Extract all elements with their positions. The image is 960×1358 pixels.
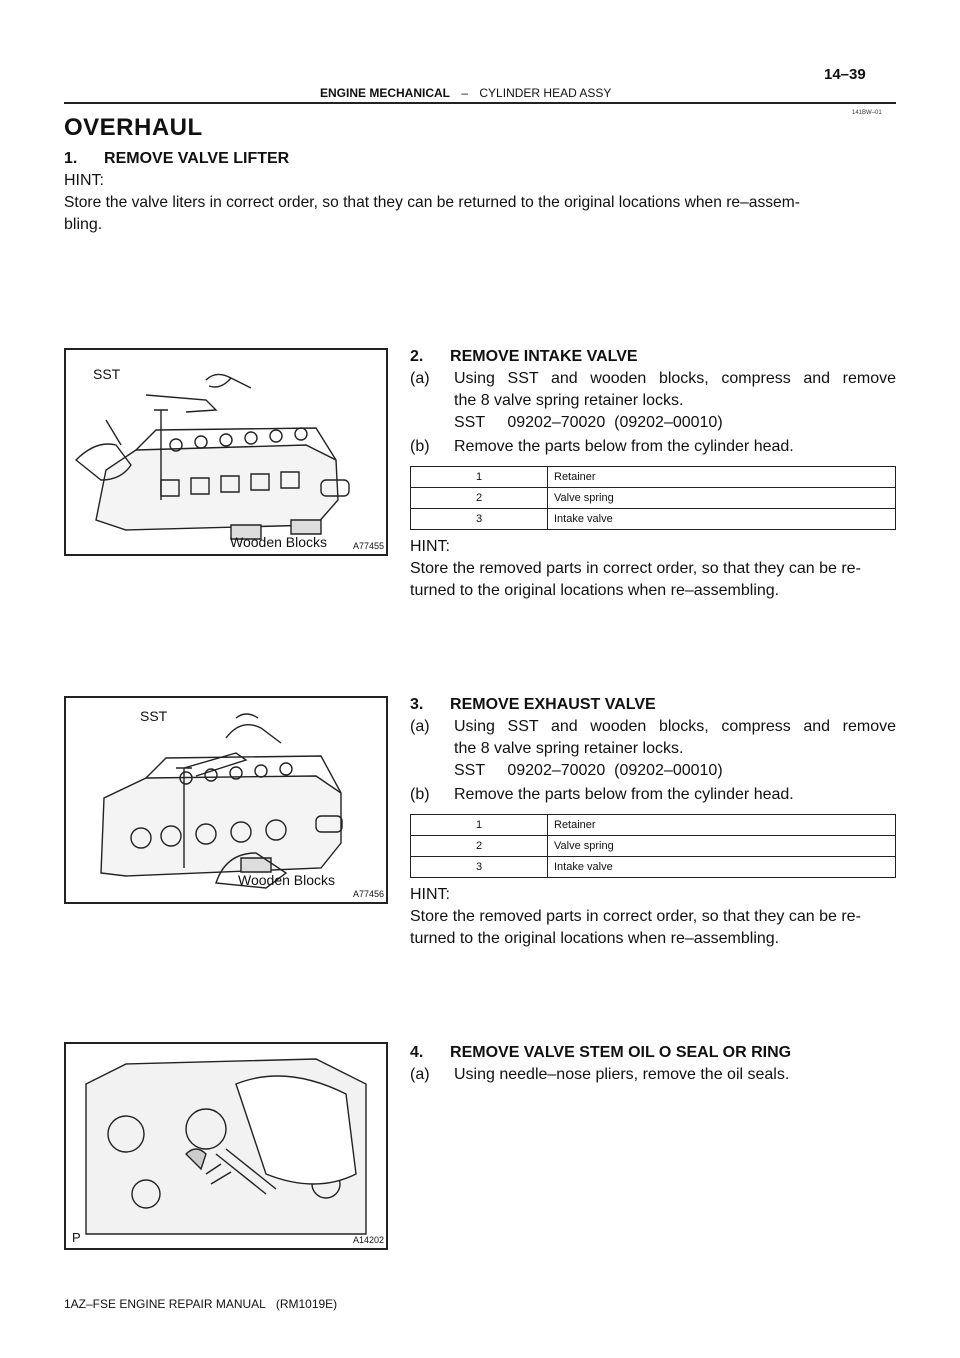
figure-intake-valve xyxy=(64,348,388,556)
table-row xyxy=(411,836,896,857)
table-row xyxy=(411,857,896,878)
part-number: 2 xyxy=(411,836,548,857)
step1-hint-label: HINT: xyxy=(64,172,104,189)
document-id: 141BW–01 xyxy=(852,110,882,116)
parts-table-intake xyxy=(410,466,896,530)
step1-heading: 1. REMOVE VALVE LIFTER xyxy=(64,150,290,167)
step3-hint-line2: turned to the original locations when re–assembling. xyxy=(410,930,780,947)
header-rule xyxy=(64,102,896,104)
part-number: 3 xyxy=(411,857,548,878)
part-name: Retainer xyxy=(548,467,896,488)
step2-sst: SST 09202–70020 (09202–00010) xyxy=(454,414,723,431)
step2-a-line2: the 8 valve spring retainer locks. xyxy=(454,392,684,409)
parts-table-exhaust xyxy=(410,814,896,878)
part-name: Intake valve xyxy=(548,509,896,530)
step3-a-marker: (a) xyxy=(410,718,430,735)
part-name: Valve spring xyxy=(548,488,896,509)
step3-a-line2: the 8 valve spring retainer locks. xyxy=(454,740,684,757)
figure-code: A77455 xyxy=(353,541,385,551)
step3-b-marker: (b) xyxy=(410,786,430,803)
label-wooden-blocks: Wooden Blocks xyxy=(230,534,328,550)
table-row xyxy=(411,488,896,509)
step4-a-marker: (a) xyxy=(410,1066,430,1083)
table-row xyxy=(411,509,896,530)
section-separator: – xyxy=(461,86,469,100)
step4-a-text: Using needle–nose pliers, remove the oil seals. xyxy=(454,1066,790,1083)
label-sst: SST xyxy=(93,366,121,382)
part-number: 3 xyxy=(411,509,548,530)
part-name: Valve spring xyxy=(548,836,896,857)
part-name: Retainer xyxy=(548,815,896,836)
step2-b-marker: (b) xyxy=(410,438,430,455)
step2-a-line1: Using SST and wooden blocks, compress and remove xyxy=(454,370,896,387)
step2-a-marker: (a) xyxy=(410,370,430,387)
label-p: P xyxy=(72,1230,81,1245)
step2-b-text: Remove the parts below from the cylinder head. xyxy=(454,438,794,455)
step2-heading: 2. REMOVE INTAKE VALVE xyxy=(410,348,638,365)
section-title: ENGINE MECHANICAL xyxy=(320,86,451,100)
step3-a-line1: Using SST and wooden blocks, compress and remove xyxy=(454,718,896,735)
part-number: 2 xyxy=(411,488,548,509)
step2-hint-line2: turned to the original locations when re–assembling. xyxy=(410,582,780,599)
table-row xyxy=(411,815,896,836)
step3-sst: SST 09202–70020 (09202–00010) xyxy=(454,762,723,779)
footer-manual-title: 1AZ–FSE ENGINE REPAIR MANUAL (RM1019E) xyxy=(64,1297,338,1311)
cylinder-head-illustration xyxy=(66,698,386,902)
figure-code: A77456 xyxy=(353,889,385,899)
part-number: 1 xyxy=(411,467,548,488)
oil-seal-removal-illustration xyxy=(66,1044,386,1248)
table-row xyxy=(411,467,896,488)
figure-exhaust-valve xyxy=(64,696,388,904)
step1-hint-line2: bling. xyxy=(64,216,103,233)
page-number: 14–39 xyxy=(824,66,866,83)
section-subtitle: CYLINDER HEAD ASSY xyxy=(479,86,612,100)
step3-hint-line1: Store the removed parts in correct order, so that they can be re- xyxy=(410,908,861,925)
label-wooden-blocks: Wooden Blocks xyxy=(238,872,336,888)
step3-hint-label: HINT: xyxy=(410,886,450,903)
part-name: Intake valve xyxy=(548,857,896,878)
label-sst: SST xyxy=(140,708,168,724)
step3-b-text: Remove the parts below from the cylinder head. xyxy=(454,786,794,803)
figure-code: A14202 xyxy=(353,1235,385,1245)
step1-hint-line1: Store the valve liters in correct order, so that they can be returned to the original locations when re–assem- xyxy=(64,194,800,211)
step3-heading: 3. REMOVE EXHAUST VALVE xyxy=(410,696,656,713)
section-header xyxy=(320,86,611,100)
page-title: OVERHAUL xyxy=(64,114,203,141)
step2-hint-line1: Store the removed parts in correct order, so that they can be re- xyxy=(410,560,861,577)
part-number: 1 xyxy=(411,815,548,836)
step4-heading: 4. REMOVE VALVE STEM OIL O SEAL OR RING xyxy=(410,1044,792,1061)
step2-hint-label: HINT: xyxy=(410,538,450,555)
figure-oil-seal xyxy=(64,1042,388,1250)
